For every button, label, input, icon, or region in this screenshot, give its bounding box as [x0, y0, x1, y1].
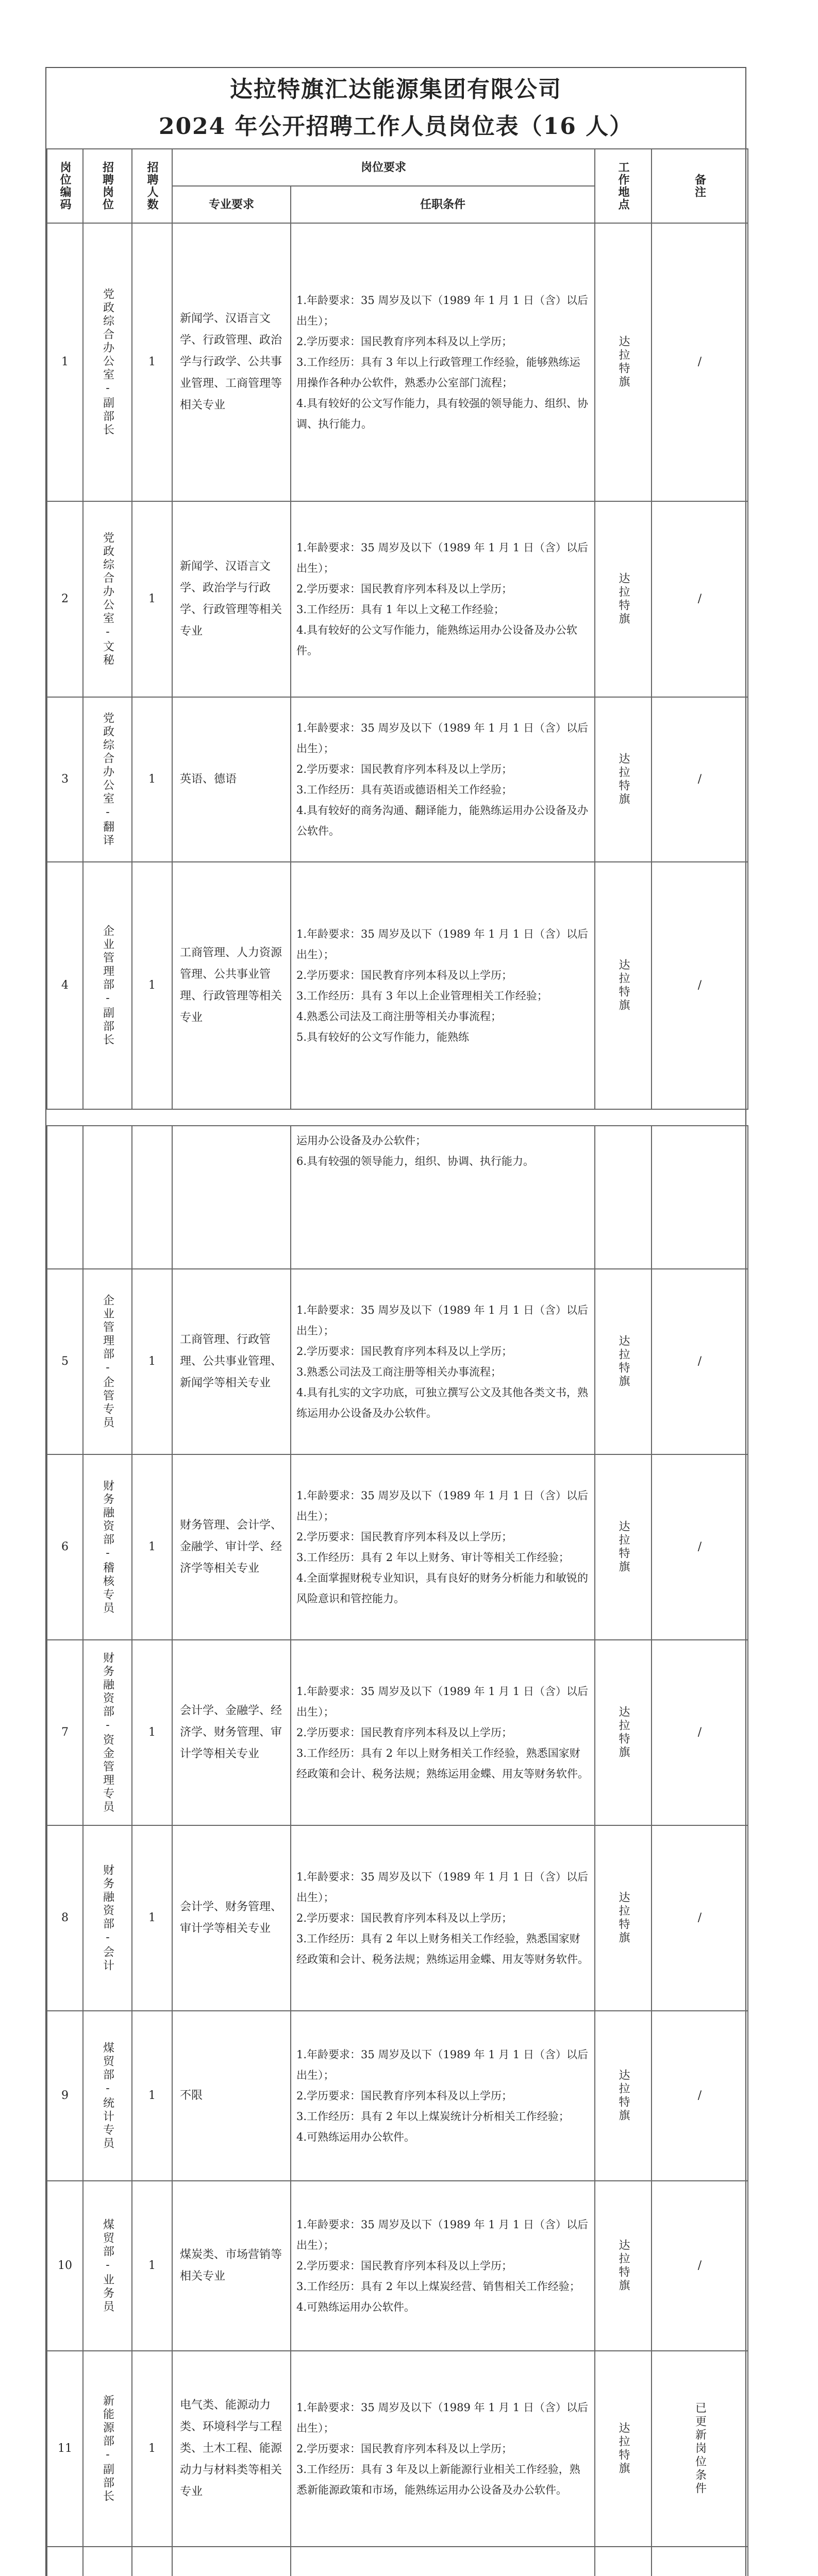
job-conditions — [291, 223, 595, 501]
condition-line: 4.可熟练运用办公软件。 — [296, 2301, 415, 2313]
condition-line: 4.熟悉公司法及工商注册等相关办事流程； — [296, 1010, 502, 1023]
table-row — [47, 2547, 748, 2576]
condition-line: 1.年龄要求：35 周岁及以下（1989 年 1 月 1 日（含）以后出生）； — [296, 2218, 588, 2251]
table-row — [47, 697, 748, 862]
job-conditions — [291, 2181, 595, 2351]
condition-line — [296, 2572, 589, 2576]
job-conditions — [291, 697, 595, 862]
major-requirement — [172, 2547, 291, 2576]
condition-line: 2.学历要求：国民教育序列本科及以上学历； — [296, 1726, 513, 1739]
position-count: 1 — [132, 2011, 172, 2181]
remark: / — [652, 1269, 748, 1454]
position-count: 1 — [132, 1454, 172, 1640]
table-row — [47, 223, 748, 501]
condition-line: 1.年龄要求：35 周岁及以下（1989 年 1 月 1 日（含）以后出生）； — [296, 1489, 588, 1522]
job-conditions — [291, 1640, 595, 1825]
header-count: 招聘人数 — [132, 149, 172, 223]
remark: / — [652, 2181, 748, 2351]
work-location: 达拉特旗 — [595, 862, 652, 1109]
work-location: 达拉特旗 — [595, 2011, 652, 2181]
position-name: 党政综合办公室-副部长 — [83, 223, 132, 501]
major-requirement: 会计学、金融学、经济学、财务管理、审计学等相关专业 — [172, 1640, 291, 1825]
remark: / — [652, 1640, 748, 1825]
position-name: 财务融资部-会计 — [83, 1825, 132, 2011]
condition-line: 1.年龄要求：35 周岁及以下（1989 年 1 月 1 日（含）以后出生）； — [296, 928, 588, 961]
condition-line: 5.具有较好的公文写作能力，能熟练 — [296, 1031, 470, 1043]
remark: / — [652, 2011, 748, 2181]
position-rows — [47, 223, 748, 2576]
condition-line: 4.具有较好的公文写作能力，具有较强的领导能力、组织、协调、执行能力。 — [296, 397, 589, 430]
condition-line: 4.具有较好的公文写作能力，能熟练运用办公设备及办公软件。 — [296, 624, 578, 657]
work-location: 达拉特旗 — [595, 1269, 652, 1454]
condition-line: 6.具有较强的领导能力，组织、协调、执行能力。 — [296, 1155, 535, 1167]
condition-line: 2.学历要求：国民教育序列本科及以上学历； — [296, 763, 513, 775]
major-requirement: 电气类、能源动力类、环境科学与工程类、土木工程、能源动力与材料类等相关专业 — [172, 2351, 291, 2547]
major-requirement: 财务管理、会计学、金融学、审计学、经济学等相关专业 — [172, 1454, 291, 1640]
remark — [652, 2547, 748, 2576]
work-location: 达拉特旗 — [595, 2181, 652, 2351]
remark: / — [652, 862, 748, 1109]
position-code: 3 — [47, 697, 83, 862]
table-row — [47, 862, 748, 1109]
condition-line: 1.年龄要求：35 周岁及以下（1989 年 1 月 1 日（含）以后出生）； — [296, 541, 588, 574]
table-row — [47, 1640, 748, 1825]
position-name: 党政综合办公室-文秘 — [83, 501, 132, 697]
major-requirement: 会计学、财务管理、审计学等相关专业 — [172, 1825, 291, 2011]
condition-line: 3.工作经历：具有英语或德语相关工作经验； — [296, 784, 513, 796]
position-code: 7 — [47, 1640, 83, 1825]
position-name: 财务融资部-稽核专员 — [83, 1454, 132, 1640]
position-count: 1 — [132, 1269, 172, 1454]
table-row — [47, 1269, 748, 1454]
document-title: 达拉特旗汇达能源集团有限公司 — [230, 76, 562, 103]
condition-line: 3.工作经历：具有 2 年以上财务、审计等相关工作经验； — [296, 1551, 570, 1564]
header-seq: 岗位编码 — [47, 149, 83, 223]
condition-line: 2.学历要求：国民教育序列本科及以上学历； — [296, 2090, 513, 2102]
table-row-continued — [47, 1126, 748, 1269]
remark: / — [652, 223, 748, 501]
remark: / — [652, 1454, 748, 1640]
table-row — [47, 2351, 748, 2547]
major-requirement: 工商管理、行政管理、公共事业管理、新闻学等相关专业 — [172, 1269, 291, 1454]
work-location: 达拉特旗 — [595, 501, 652, 697]
table-row — [47, 2181, 748, 2351]
condition-line: 1.年龄要求：35 周岁及以下（1989 年 1 月 1 日（含）以后出生）； — [296, 1871, 588, 1904]
condition-line: 2.学历要求：国民教育序列本科及以上学历； — [296, 335, 513, 348]
position-count: 1 — [132, 1640, 172, 1825]
position-count: 1 — [132, 223, 172, 501]
condition-line: 1.年龄要求：35 周岁及以下（1989 年 1 月 1 日（含）以后出生）； — [296, 1304, 588, 1337]
position-table — [46, 148, 748, 2576]
job-conditions — [291, 1269, 595, 1454]
work-location: 达拉特旗 — [595, 1825, 652, 2011]
condition-line: 3.工作经历：具有 3 年及以上新能源行业相关工作经验，熟悉新能源政策和市场，能熟练运用办公设备及办公软件。 — [296, 2463, 580, 2496]
condition-line: 1.年龄要求：35 周岁及以下（1989 年 1 月 1 日（含）以后出生）； — [296, 1685, 588, 1718]
condition-line: 2.学历要求：国民教育序列本科及以上学历； — [296, 1912, 513, 1924]
position-count: 1 — [132, 2351, 172, 2547]
position-code: 6 — [47, 1454, 83, 1640]
table-row — [47, 1454, 748, 1640]
condition-line: 4.具有扎实的文字功底，可独立撰写公文及其他各类文书，熟练运用办公设备及办公软件。 — [296, 1386, 589, 1419]
condition-line: 2.学历要求：国民教育序列本科及以上学历； — [296, 2443, 513, 2455]
condition-line: 1.年龄要求：35 周岁及以下（1989 年 1 月 1 日（含）以后出生）； — [296, 294, 588, 327]
position-code: 4 — [47, 862, 83, 1109]
condition-line: 2.学历要求：国民教育序列本科及以上学历； — [296, 2260, 513, 2272]
condition-line: 2.学历要求：国民教育序列本科及以上学历； — [296, 1345, 513, 1358]
condition-line: 1.年龄要求：35 周岁及以下（1989 年 1 月 1 日（含）以后出生）； — [296, 2048, 588, 2081]
work-location: 达拉特旗 — [595, 697, 652, 862]
table-row — [47, 1825, 748, 2011]
position-name: 新能源部-副部长 — [83, 2351, 132, 2547]
job-conditions — [291, 1825, 595, 2011]
position-name: 党政综合办公室-翻译 — [83, 697, 132, 862]
position-name — [83, 2547, 132, 2576]
major-requirement: 英语、德语 — [172, 697, 291, 862]
position-code: 10 — [47, 2181, 83, 2351]
document-subtitle: 2024 年公开招聘工作人员岗位表（16 人） — [158, 113, 633, 140]
recruitment-sheet — [45, 67, 746, 2576]
position-count: 1 — [132, 1825, 172, 2011]
header-post: 招聘岗位 — [83, 149, 132, 223]
position-count — [132, 2547, 172, 2576]
header-requirements: 岗位要求 — [172, 149, 595, 186]
position-count: 1 — [132, 2181, 172, 2351]
condition-line: 3.熟悉公司法及工商注册等相关办事流程； — [296, 1366, 502, 1378]
remark: / — [652, 501, 748, 697]
condition-line: 4.可熟练运用办公软件。 — [296, 2131, 415, 2143]
condition-line: 3.工作经历：具有 2 年以上财务相关工作经验，熟悉国家财经政策和会计、税务法规；熟练运用金蝶、用友等财务软件。 — [296, 1747, 589, 1780]
job-conditions — [291, 1454, 595, 1640]
position-code: 2 — [47, 501, 83, 697]
condition-line: 2.学历要求：国民教育序列本科及以上学历； — [296, 583, 513, 595]
position-name: 煤贸部-统计专员 — [83, 2011, 132, 2181]
job-conditions — [291, 2351, 595, 2547]
remark: / — [652, 1825, 748, 2011]
position-code: 1 — [47, 223, 83, 501]
job-conditions — [291, 501, 595, 697]
condition-line: 1.年龄要求：35 周岁及以下（1989 年 1 月 1 日（含）以后出生）； — [296, 722, 588, 755]
remark: / — [652, 697, 748, 862]
condition-line: 2.学历要求：国民教育序列本科及以上学历； — [296, 1531, 513, 1543]
position-code — [47, 2547, 83, 2576]
condition-line: 4.全面掌握财税专业知识，具有良好的财务分析能力和敏锐的风险意识和管控能力。 — [296, 1572, 589, 1605]
position-code: 11 — [47, 2351, 83, 2547]
condition-line: 3.工作经历：具有 1 年以上文秘工作经验； — [296, 603, 505, 616]
position-code: 8 — [47, 1825, 83, 2011]
work-location: 达拉特旗 — [595, 1640, 652, 1825]
position-count: 1 — [132, 862, 172, 1109]
position-name: 煤贸部-业务员 — [83, 2181, 132, 2351]
major-requirement: 新闻学、汉语言文学、政治学与行政学、行政管理等相关专业 — [172, 501, 291, 697]
job-conditions — [291, 2547, 595, 2576]
condition-line: 3.工作经历：具有 3 年以上企业管理相关工作经验； — [296, 990, 548, 1002]
position-name: 财务融资部-资金管理专员 — [83, 1640, 132, 1825]
header-location: 工作地点 — [595, 149, 652, 223]
condition-line: 3.工作经历：具有 2 年以上煤炭经营、销售相关工作经验； — [296, 2280, 580, 2293]
major-requirement: 不限 — [172, 2011, 291, 2181]
position-code: 5 — [47, 1269, 83, 1454]
position-count: 1 — [132, 697, 172, 862]
condition-line: 2.学历要求：国民教育序列本科及以上学历； — [296, 969, 513, 981]
major-requirement: 工商管理、人力资源管理、公共事业管理、行政管理等相关专业 — [172, 862, 291, 1109]
header-major: 专业要求 — [172, 186, 291, 223]
header-remarks: 备注 — [652, 149, 748, 223]
condition-line: 3.工作经历：具有 3 年以上行政管理工作经验，能够熟练运用操作各种办公软件，熟悉办公室部门流程； — [296, 356, 580, 389]
table-row — [47, 2011, 748, 2181]
position-name: 企业管理部-企管专员 — [83, 1269, 132, 1454]
major-requirement: 新闻学、汉语言文学、行政管理、政治学与行政学、公共事业管理、工商管理等相关专业 — [172, 223, 291, 501]
work-location: 达拉特旗 — [595, 223, 652, 501]
condition-line: 3.工作经历：具有 2 年以上财务相关工作经验，熟悉国家财经政策和会计、税务法规；熟练运用金蝶、用友等财务软件。 — [296, 1933, 589, 1965]
work-location — [595, 2547, 652, 2576]
job-conditions-continued — [291, 1126, 595, 1269]
work-location: 达拉特旗 — [595, 1454, 652, 1640]
table-row — [47, 501, 748, 697]
condition-line: 4.具有较好的商务沟通、翻译能力，能熟练运用办公设备及办公软件。 — [296, 804, 589, 837]
major-requirement: 煤炭类、市场营销等相关专业 — [172, 2181, 291, 2351]
condition-line: 1.年龄要求：35 周岁及以下（1989 年 1 月 1 日（含）以后出生）； — [296, 2401, 588, 2434]
condition-line: 运用办公设备及办公软件； — [296, 1134, 426, 1147]
header-conditions: 任职条件 — [291, 186, 595, 223]
job-conditions — [291, 2011, 595, 2181]
job-conditions — [291, 862, 595, 1109]
position-name: 企业管理部-副部长 — [83, 862, 132, 1109]
position-code: 9 — [47, 2011, 83, 2181]
position-count: 1 — [132, 501, 172, 697]
condition-line: 3.工作经历：具有 2 年以上煤炭统计分析相关工作经验； — [296, 2110, 570, 2123]
page-break — [47, 1109, 748, 1126]
work-location: 达拉特旗 — [595, 2351, 652, 2547]
remark: 已更新岗位条件 — [652, 2351, 748, 2547]
